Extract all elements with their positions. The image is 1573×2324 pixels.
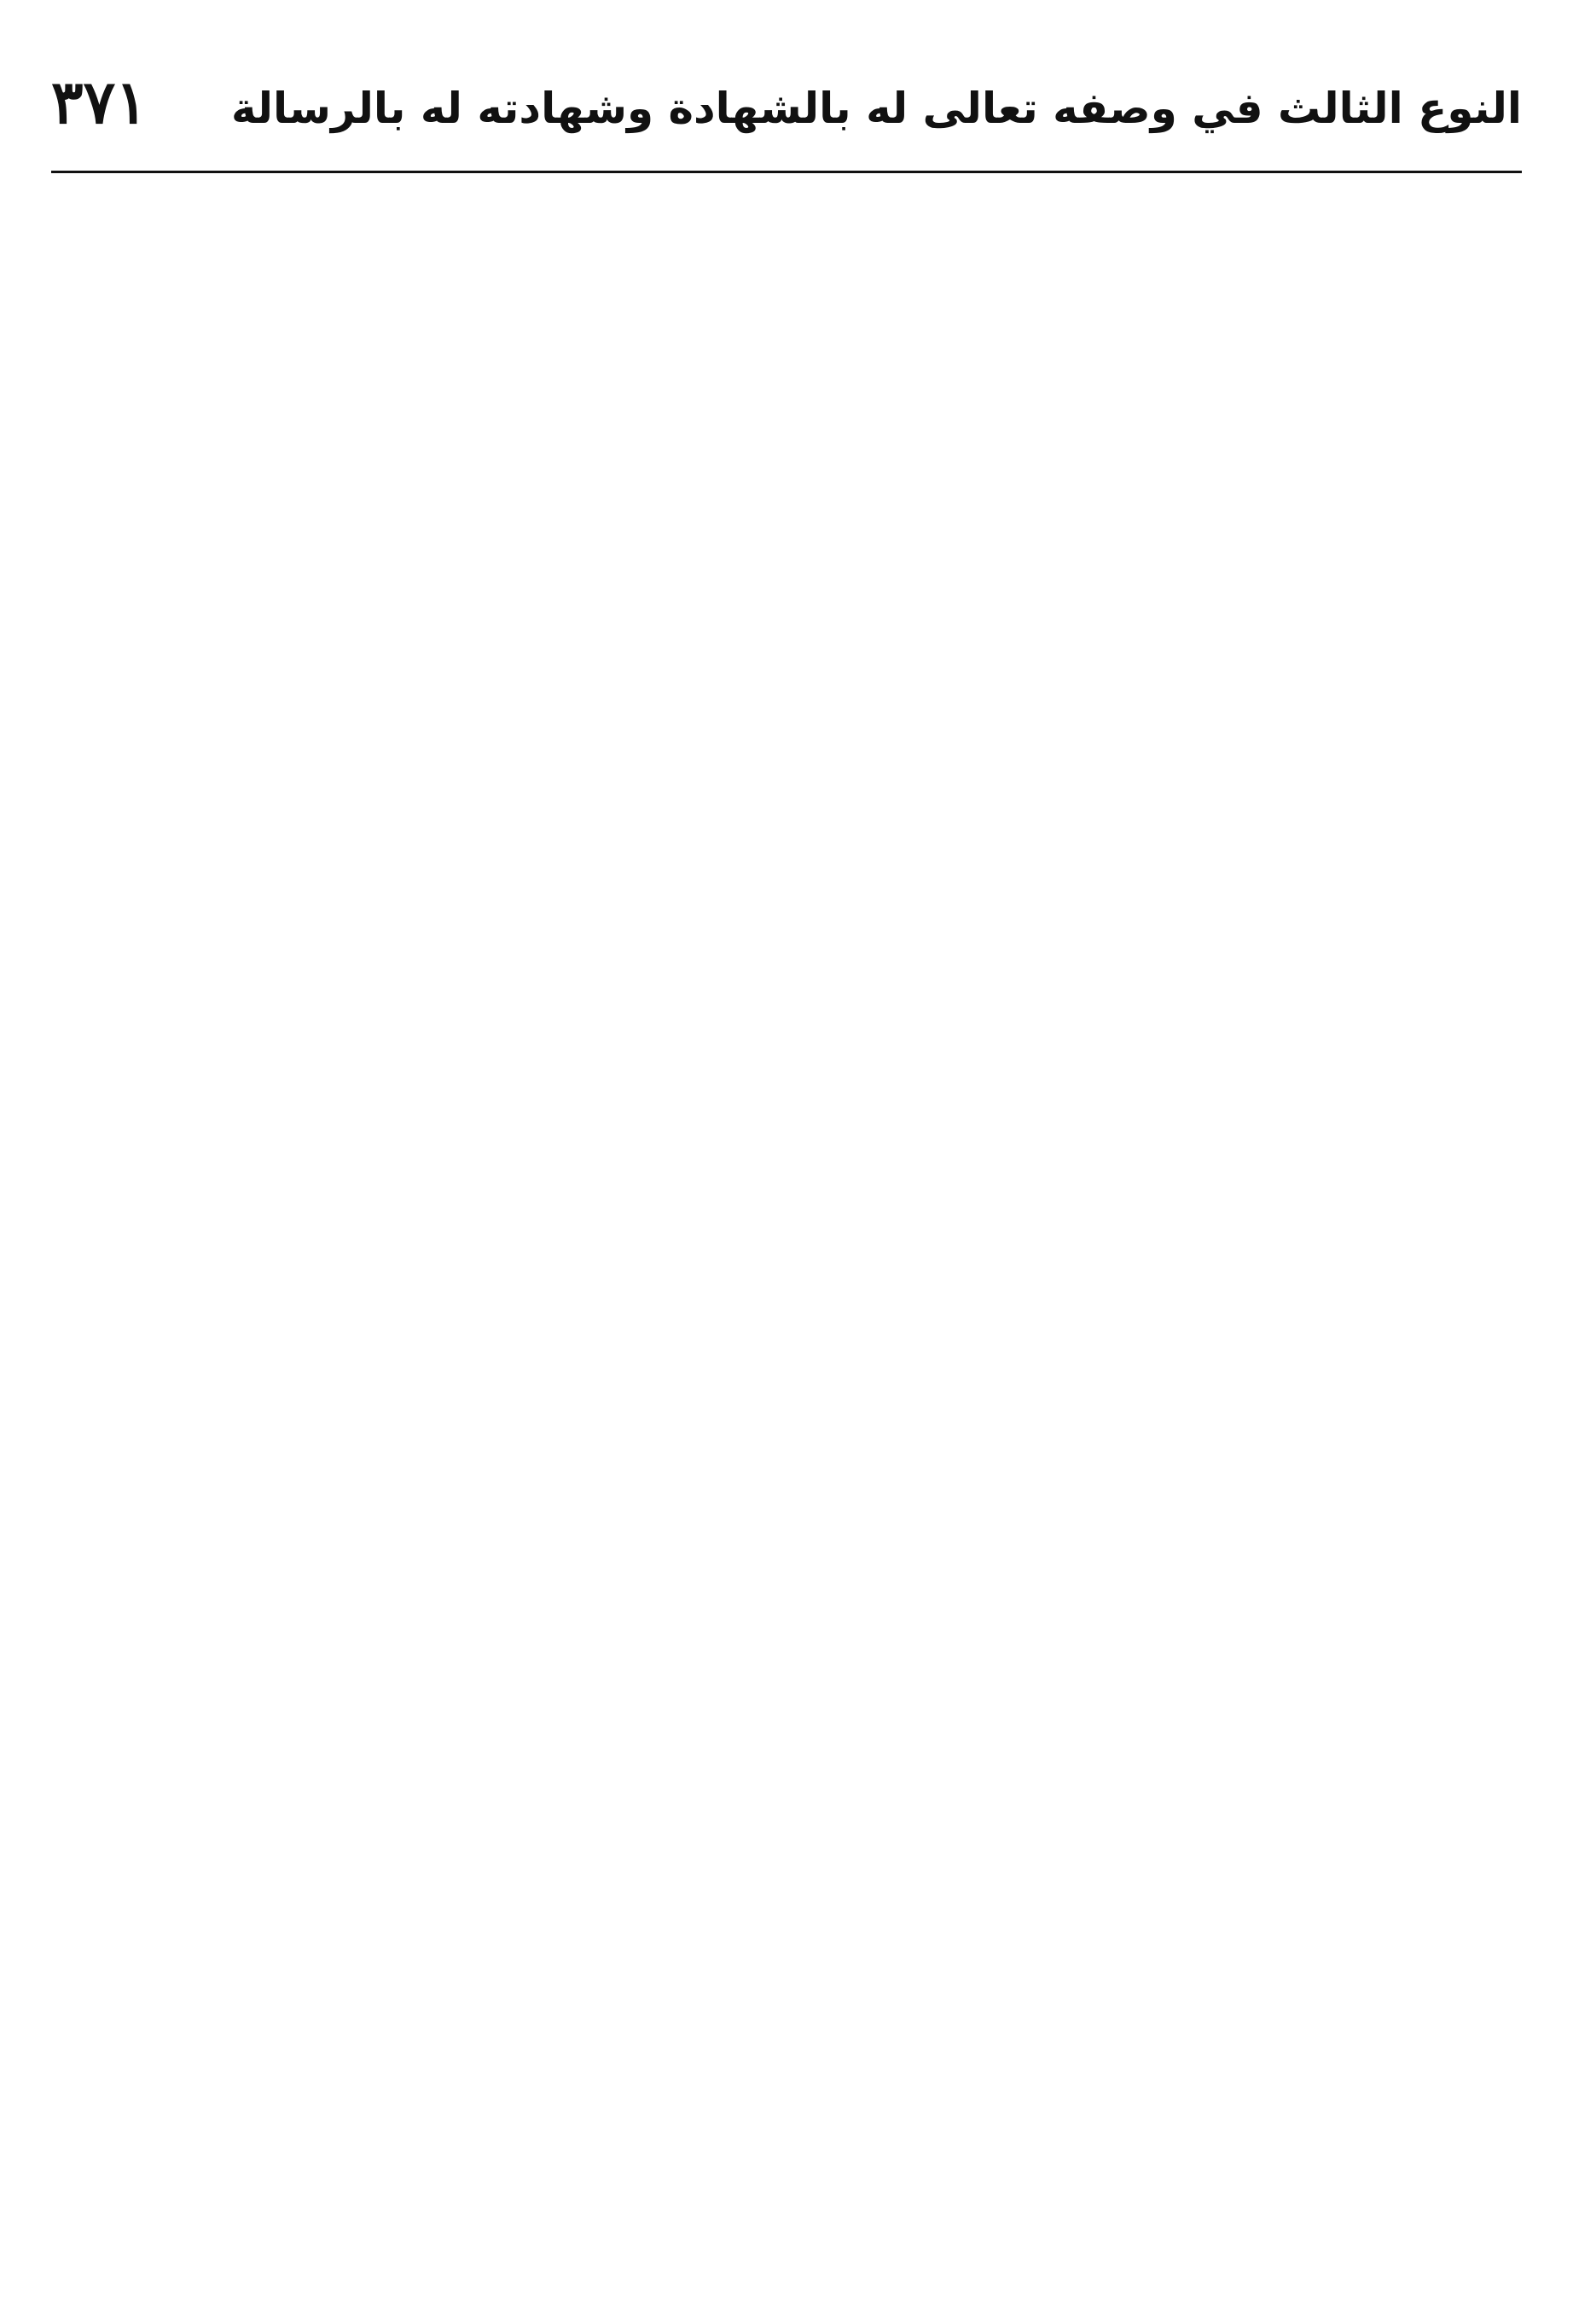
header-rule xyxy=(51,171,1522,173)
running-header xyxy=(51,67,1522,160)
page-number: ٣٧١ xyxy=(51,67,148,137)
header-title: النوع الثالث في وصفه تعالى له بالشهادة وشهادته له بالرسالة xyxy=(230,84,1522,133)
